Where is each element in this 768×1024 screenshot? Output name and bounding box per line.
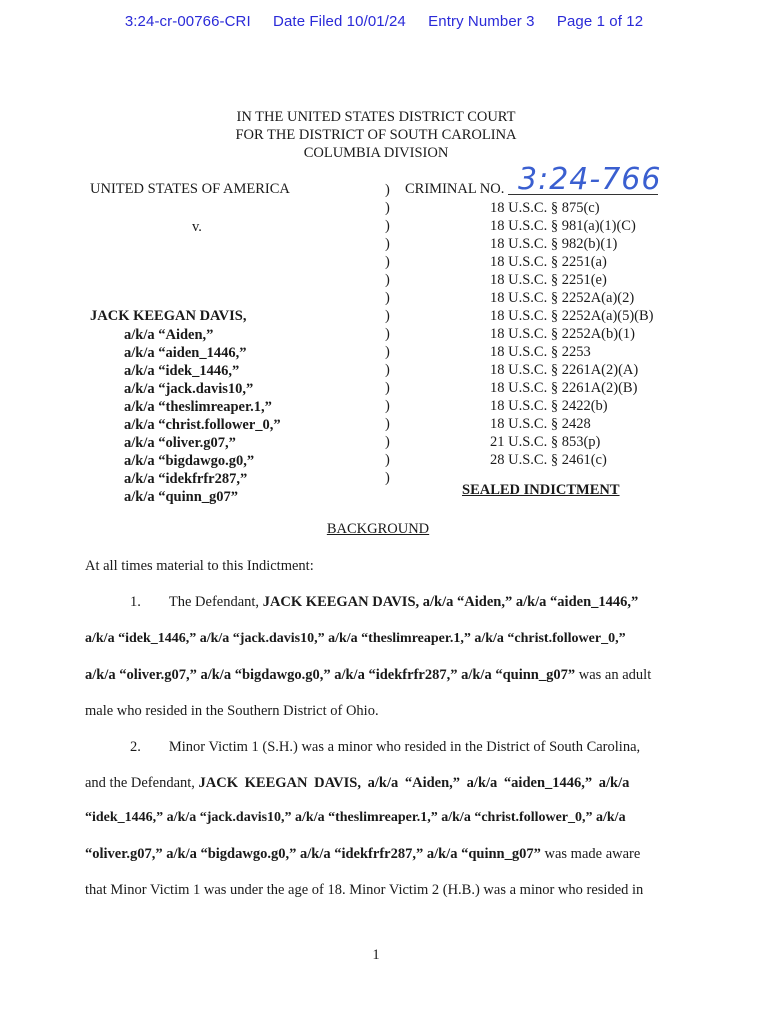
alias-item: a/k/a “aiden_1446,” <box>124 345 247 361</box>
alias-list <box>124 326 281 506</box>
statute-item: 18 U.S.C. § 2252A(b)(1) <box>490 326 635 342</box>
statute-item: 18 U.S.C. § 2261A(2)(A) <box>490 362 639 378</box>
plaintiff-name: UNITED STATES OF AMERICA <box>90 181 290 197</box>
statute-item: 18 U.S.C. § 2428 <box>490 416 591 432</box>
handwritten-case-number: 3:24-766 <box>518 162 662 197</box>
section-heading: BACKGROUND <box>326 521 430 537</box>
criminal-number-label: CRIMINAL NO. <box>405 181 505 197</box>
alias-item: a/k/a “idekfrfr287,” <box>124 471 248 487</box>
versus: v. <box>192 219 202 235</box>
statute-item: 18 U.S.C. § 2422(b) <box>490 398 608 414</box>
entry-number: Entry Number 3 <box>428 13 535 30</box>
caption-divider: ) ) ) ) ) ) ) ) ) ) ) ) ) ) ) ) ) <box>385 182 390 486</box>
paragraph-number: 1. <box>130 594 141 610</box>
alias-item: a/k/a “Aiden,” <box>124 327 214 343</box>
paragraph-2-line-3: “idek_1446,” a/k/a “jack.davis10,” a/k/a “theslimreaper.1,” a/k/a “christ.follower_0,” a/k/a <box>85 810 626 825</box>
court-line-1: IN THE UNITED STATES DISTRICT COURT <box>236 109 516 125</box>
page-indicator: Page 1 of 12 <box>556 13 644 30</box>
statute-item: 18 U.S.C. § 981(a)(1)(C) <box>490 218 636 234</box>
court-line-3: COLUMBIA DIVISION <box>303 145 449 161</box>
alias-item: a/k/a “jack.davis10,” <box>124 381 254 397</box>
paragraph-number: 2. <box>130 739 141 755</box>
filing-header <box>0 13 768 30</box>
intro-line: At all times material to this Indictment: <box>85 558 314 574</box>
alias-item: a/k/a “idek_1446,” <box>124 363 240 379</box>
alias-item: a/k/a “bigdawgo.g0,” <box>124 453 255 469</box>
statute-item: 18 U.S.C. § 2251(e) <box>490 272 607 288</box>
paragraph-1-line-1: 1. The Defendant, JACK KEEGAN DAVIS, a/k/a “Aiden,” a/k/a “aiden_1446,” <box>130 594 639 610</box>
paragraph-2-line-5: that Minor Victim 1 was under the age of 18. Minor Victim 2 (H.B.) was a minor who resided in <box>85 882 644 898</box>
case-number: 3:24-cr-00766-CRI <box>124 13 251 30</box>
statute-item: 18 U.S.C. § 875(c) <box>490 200 600 216</box>
statute-item: 18 U.S.C. § 2253 <box>490 344 591 360</box>
statute-item: 18 U.S.C. § 2252A(a)(2) <box>490 290 635 306</box>
paragraph-2-line-4: “oliver.g07,” a/k/a “bigdawgo.g0,” a/k/a “idekfrfr287,” a/k/a “quinn_g07” was made aware <box>85 846 641 862</box>
statute-item: 21 U.S.C. § 853(p) <box>490 434 601 450</box>
alias-item: a/k/a “christ.follower_0,” <box>124 417 281 433</box>
paragraph-1-line-4: male who resided in the Southern District of Ohio. <box>85 703 379 719</box>
statute-list <box>490 199 654 469</box>
court-heading <box>0 108 752 162</box>
statute-item: 18 U.S.C. § 2261A(2)(B) <box>490 380 638 396</box>
defendant-name: JACK KEEGAN DAVIS, <box>90 308 247 324</box>
statute-item: 18 U.S.C. § 2251(a) <box>490 254 607 270</box>
statute-item: 18 U.S.C. § 2252A(a)(5)(B) <box>490 308 654 324</box>
statute-item: 18 U.S.C. § 982(b)(1) <box>490 236 618 252</box>
alias-item: a/k/a “theslimreaper.1,” <box>124 399 272 415</box>
sealed-indictment-title: SEALED INDICTMENT <box>462 482 620 498</box>
alias-item: a/k/a “oliver.g07,” <box>124 435 236 451</box>
alias-item: a/k/a “quinn_g07” <box>124 489 239 505</box>
date-filed: Date Filed 10/01/24 <box>273 13 406 30</box>
court-line-2: FOR THE DISTRICT OF SOUTH CAROLINA <box>235 127 517 143</box>
statute-item: 28 U.S.C. § 2461(c) <box>490 452 607 468</box>
page-number: 1 <box>372 947 380 963</box>
paragraph-1-line-2: a/k/a “idek_1446,” a/k/a “jack.davis10,” a/k/a “theslimreaper.1,” a/k/a “christ.follower_0,” <box>85 631 626 646</box>
paragraph-2-line-2: and the Defendant, JACK KEEGAN DAVIS, a/k/a “Aiden,” a/k/a “aiden_1446,” a/k/a <box>85 775 630 791</box>
paragraph-1-line-3: a/k/a “oliver.g07,” a/k/a “bigdawgo.g0,” a/k/a “idekfrfr287,” a/k/a “quinn_g07” was an adult <box>85 667 652 683</box>
paragraph-2-line-1: 2. Minor Victim 1 (S.H.) was a minor who resided in the District of South Carolina, <box>130 739 641 755</box>
